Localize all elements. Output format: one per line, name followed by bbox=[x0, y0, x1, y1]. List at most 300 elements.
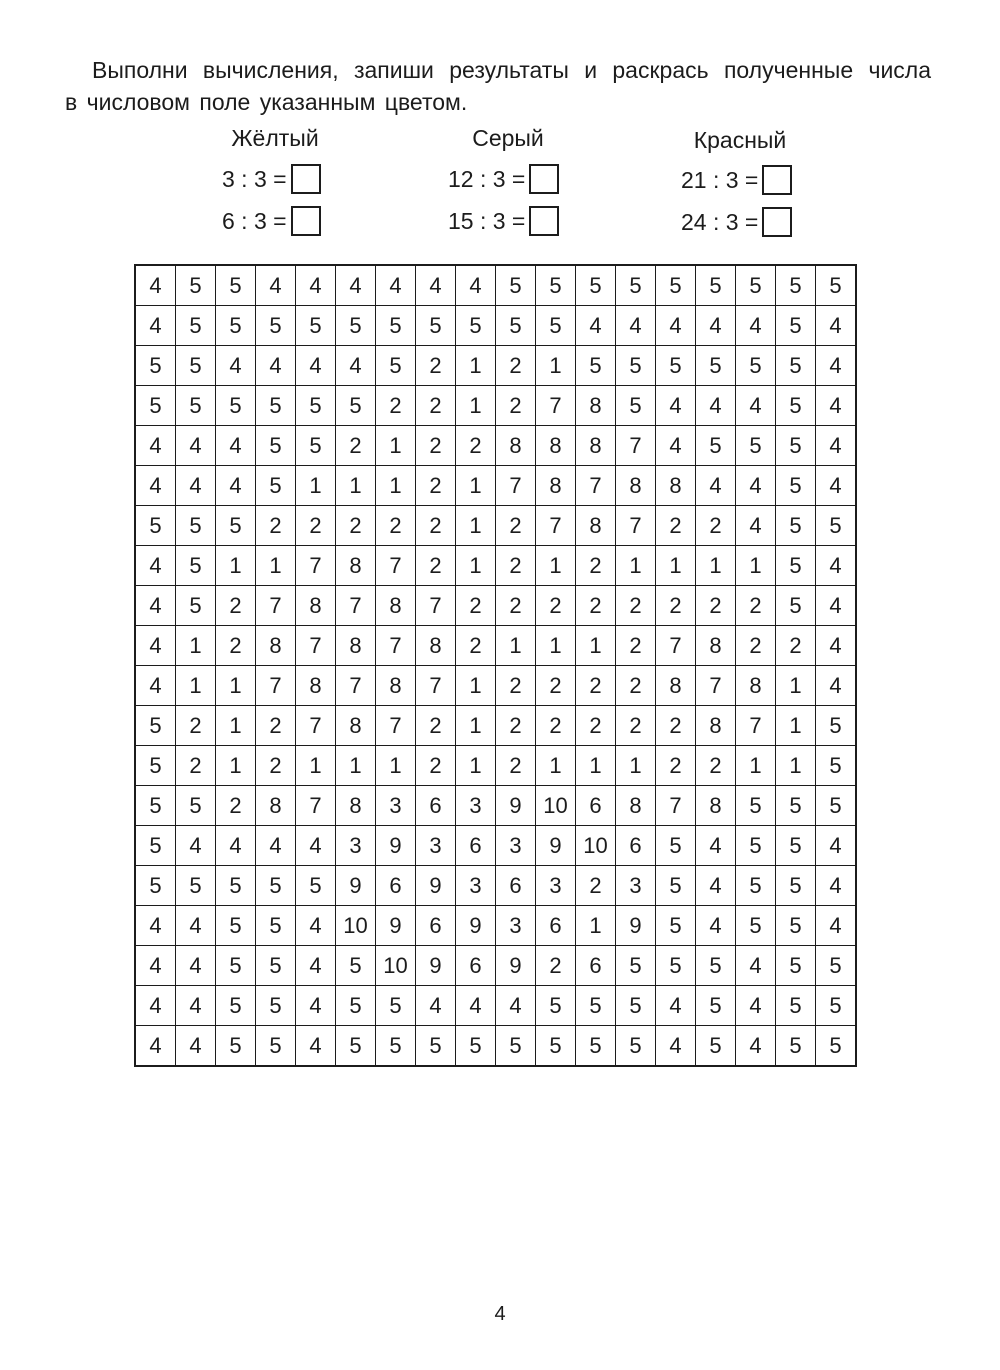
grid-cell[interactable]: 5 bbox=[696, 946, 736, 986]
grid-cell[interactable]: 5 bbox=[176, 306, 216, 346]
grid-cell[interactable]: 5 bbox=[536, 306, 576, 346]
grid-cell[interactable]: 2 bbox=[536, 706, 576, 746]
grid-cell[interactable]: 1 bbox=[376, 746, 416, 786]
grid-cell[interactable]: 4 bbox=[135, 986, 176, 1026]
grid-cell[interactable]: 4 bbox=[816, 546, 857, 586]
grid-cell[interactable]: 8 bbox=[376, 666, 416, 706]
grid-cell[interactable]: 5 bbox=[496, 1026, 536, 1067]
grid-cell[interactable]: 4 bbox=[816, 866, 857, 906]
grid-cell[interactable]: 1 bbox=[776, 706, 816, 746]
grid-cell[interactable]: 7 bbox=[376, 546, 416, 586]
grid-cell[interactable]: 4 bbox=[736, 946, 776, 986]
grid-cell[interactable]: 2 bbox=[416, 346, 456, 386]
grid-cell[interactable]: 5 bbox=[496, 265, 536, 306]
grid-cell[interactable]: 5 bbox=[776, 986, 816, 1026]
grid-cell[interactable]: 7 bbox=[616, 506, 656, 546]
grid-cell[interactable]: 5 bbox=[256, 306, 296, 346]
grid-cell[interactable]: 9 bbox=[416, 866, 456, 906]
grid-cell[interactable]: 5 bbox=[696, 986, 736, 1026]
grid-cell[interactable]: 2 bbox=[376, 506, 416, 546]
grid-cell[interactable]: 1 bbox=[456, 386, 496, 426]
grid-cell[interactable]: 5 bbox=[176, 346, 216, 386]
grid-cell[interactable]: 5 bbox=[376, 1026, 416, 1067]
grid-cell[interactable]: 1 bbox=[256, 546, 296, 586]
grid-cell[interactable]: 8 bbox=[536, 466, 576, 506]
grid-cell[interactable]: 5 bbox=[416, 306, 456, 346]
grid-cell[interactable]: 6 bbox=[376, 866, 416, 906]
grid-cell[interactable]: 5 bbox=[776, 386, 816, 426]
grid-cell[interactable]: 4 bbox=[176, 466, 216, 506]
grid-cell[interactable]: 2 bbox=[536, 666, 576, 706]
grid-cell[interactable]: 4 bbox=[456, 265, 496, 306]
grid-cell[interactable]: 4 bbox=[816, 426, 857, 466]
grid-cell[interactable]: 5 bbox=[816, 506, 857, 546]
grid-cell[interactable]: 9 bbox=[336, 866, 376, 906]
grid-cell[interactable]: 2 bbox=[456, 626, 496, 666]
grid-cell[interactable]: 7 bbox=[536, 386, 576, 426]
grid-cell[interactable]: 6 bbox=[616, 826, 656, 866]
grid-cell[interactable]: 7 bbox=[536, 506, 576, 546]
grid-cell[interactable]: 5 bbox=[696, 1026, 736, 1067]
grid-cell[interactable]: 4 bbox=[576, 306, 616, 346]
grid-cell[interactable]: 4 bbox=[656, 1026, 696, 1067]
grid-cell[interactable]: 2 bbox=[216, 786, 256, 826]
grid-cell[interactable]: 2 bbox=[416, 546, 456, 586]
grid-cell[interactable]: 1 bbox=[576, 906, 616, 946]
grid-cell[interactable]: 9 bbox=[376, 826, 416, 866]
grid-cell[interactable]: 3 bbox=[376, 786, 416, 826]
grid-cell[interactable]: 5 bbox=[616, 346, 656, 386]
grid-cell[interactable]: 1 bbox=[456, 706, 496, 746]
grid-cell[interactable]: 5 bbox=[176, 786, 216, 826]
grid-cell[interactable]: 9 bbox=[536, 826, 576, 866]
grid-cell[interactable]: 1 bbox=[456, 546, 496, 586]
grid-cell[interactable]: 4 bbox=[135, 265, 176, 306]
grid-cell[interactable]: 2 bbox=[416, 386, 456, 426]
grid-cell[interactable]: 4 bbox=[656, 426, 696, 466]
grid-cell[interactable]: 4 bbox=[216, 466, 256, 506]
grid-cell[interactable]: 5 bbox=[656, 346, 696, 386]
grid-cell[interactable]: 8 bbox=[256, 626, 296, 666]
grid-cell[interactable]: 1 bbox=[536, 546, 576, 586]
grid-cell[interactable]: 6 bbox=[576, 786, 616, 826]
grid-cell[interactable]: 5 bbox=[776, 306, 816, 346]
grid-cell[interactable]: 5 bbox=[216, 265, 256, 306]
grid-cell[interactable]: 6 bbox=[456, 826, 496, 866]
grid-cell[interactable]: 5 bbox=[416, 1026, 456, 1067]
grid-cell[interactable]: 5 bbox=[256, 866, 296, 906]
grid-cell[interactable]: 7 bbox=[656, 626, 696, 666]
grid-cell[interactable]: 2 bbox=[456, 426, 496, 466]
grid-cell[interactable]: 1 bbox=[456, 506, 496, 546]
grid-cell[interactable]: 4 bbox=[696, 306, 736, 346]
grid-cell[interactable]: 5 bbox=[616, 986, 656, 1026]
grid-cell[interactable]: 4 bbox=[816, 306, 857, 346]
grid-cell[interactable]: 5 bbox=[336, 986, 376, 1026]
grid-cell[interactable]: 4 bbox=[736, 466, 776, 506]
grid-cell[interactable]: 5 bbox=[816, 786, 857, 826]
grid-cell[interactable]: 5 bbox=[336, 306, 376, 346]
grid-cell[interactable]: 4 bbox=[336, 265, 376, 306]
grid-cell[interactable]: 5 bbox=[536, 1026, 576, 1067]
grid-cell[interactable]: 1 bbox=[456, 346, 496, 386]
grid-cell[interactable]: 2 bbox=[176, 706, 216, 746]
grid-cell[interactable]: 4 bbox=[816, 626, 857, 666]
grid-cell[interactable]: 5 bbox=[135, 386, 176, 426]
grid-cell[interactable]: 8 bbox=[576, 426, 616, 466]
grid-cell[interactable]: 3 bbox=[416, 826, 456, 866]
grid-cell[interactable]: 8 bbox=[336, 786, 376, 826]
grid-cell[interactable]: 7 bbox=[336, 666, 376, 706]
grid-cell[interactable]: 5 bbox=[216, 386, 256, 426]
grid-cell[interactable]: 5 bbox=[736, 826, 776, 866]
grid-cell[interactable]: 8 bbox=[656, 466, 696, 506]
grid-cell[interactable]: 2 bbox=[256, 706, 296, 746]
grid-cell[interactable]: 1 bbox=[736, 746, 776, 786]
grid-cell[interactable]: 4 bbox=[135, 666, 176, 706]
grid-cell[interactable]: 2 bbox=[496, 746, 536, 786]
grid-cell[interactable]: 1 bbox=[216, 706, 256, 746]
grid-cell[interactable]: 2 bbox=[576, 666, 616, 706]
grid-cell[interactable]: 5 bbox=[776, 586, 816, 626]
grid-cell[interactable]: 6 bbox=[496, 866, 536, 906]
grid-cell[interactable]: 2 bbox=[416, 706, 456, 746]
grid-cell[interactable]: 5 bbox=[336, 386, 376, 426]
grid-cell[interactable]: 5 bbox=[216, 866, 256, 906]
grid-cell[interactable]: 5 bbox=[256, 946, 296, 986]
grid-cell[interactable]: 2 bbox=[696, 506, 736, 546]
grid-cell[interactable]: 9 bbox=[376, 906, 416, 946]
grid-cell[interactable]: 5 bbox=[616, 386, 656, 426]
grid-cell[interactable]: 8 bbox=[656, 666, 696, 706]
grid-cell[interactable]: 5 bbox=[776, 265, 816, 306]
grid-cell[interactable]: 5 bbox=[256, 906, 296, 946]
grid-cell[interactable]: 2 bbox=[496, 506, 536, 546]
grid-cell[interactable]: 4 bbox=[376, 265, 416, 306]
grid-cell[interactable]: 5 bbox=[616, 1026, 656, 1067]
grid-cell[interactable]: 1 bbox=[216, 546, 256, 586]
grid-cell[interactable]: 5 bbox=[656, 826, 696, 866]
grid-cell[interactable]: 2 bbox=[616, 666, 656, 706]
grid-cell[interactable]: 1 bbox=[536, 626, 576, 666]
grid-cell[interactable]: 1 bbox=[176, 666, 216, 706]
grid-cell[interactable]: 2 bbox=[776, 626, 816, 666]
grid-cell[interactable]: 7 bbox=[696, 666, 736, 706]
grid-cell[interactable]: 2 bbox=[656, 586, 696, 626]
grid-cell[interactable]: 4 bbox=[296, 986, 336, 1026]
grid-cell[interactable]: 2 bbox=[336, 426, 376, 466]
grid-cell[interactable]: 1 bbox=[776, 666, 816, 706]
grid-cell[interactable]: 5 bbox=[656, 265, 696, 306]
grid-cell[interactable]: 4 bbox=[135, 426, 176, 466]
grid-cell[interactable]: 8 bbox=[696, 786, 736, 826]
grid-cell[interactable]: 5 bbox=[296, 426, 336, 466]
grid-cell[interactable]: 5 bbox=[776, 866, 816, 906]
grid-cell[interactable]: 5 bbox=[576, 986, 616, 1026]
grid-cell[interactable]: 5 bbox=[176, 586, 216, 626]
grid-cell[interactable]: 4 bbox=[696, 826, 736, 866]
grid-cell[interactable]: 2 bbox=[656, 506, 696, 546]
grid-cell[interactable]: 5 bbox=[776, 506, 816, 546]
grid-cell[interactable]: 6 bbox=[576, 946, 616, 986]
grid-cell[interactable]: 9 bbox=[616, 906, 656, 946]
grid-cell[interactable]: 5 bbox=[536, 265, 576, 306]
grid-cell[interactable]: 4 bbox=[296, 826, 336, 866]
grid-cell[interactable]: 4 bbox=[816, 466, 857, 506]
grid-cell[interactable]: 4 bbox=[496, 986, 536, 1026]
grid-cell[interactable]: 2 bbox=[496, 346, 536, 386]
grid-cell[interactable]: 5 bbox=[456, 1026, 496, 1067]
grid-cell[interactable]: 1 bbox=[176, 626, 216, 666]
grid-cell[interactable]: 4 bbox=[176, 1026, 216, 1067]
grid-cell[interactable]: 4 bbox=[176, 826, 216, 866]
grid-cell[interactable]: 5 bbox=[135, 786, 176, 826]
grid-cell[interactable]: 5 bbox=[456, 306, 496, 346]
grid-cell[interactable]: 2 bbox=[456, 586, 496, 626]
grid-cell[interactable]: 5 bbox=[296, 386, 336, 426]
grid-cell[interactable]: 4 bbox=[816, 586, 857, 626]
grid-cell[interactable]: 5 bbox=[656, 866, 696, 906]
grid-cell[interactable]: 5 bbox=[336, 946, 376, 986]
grid-cell[interactable]: 8 bbox=[536, 426, 576, 466]
grid-cell[interactable]: 4 bbox=[696, 866, 736, 906]
grid-cell[interactable]: 4 bbox=[336, 346, 376, 386]
grid-cell[interactable]: 5 bbox=[135, 826, 176, 866]
grid-cell[interactable]: 7 bbox=[416, 586, 456, 626]
grid-cell[interactable]: 4 bbox=[736, 306, 776, 346]
grid-cell[interactable]: 5 bbox=[216, 306, 256, 346]
grid-cell[interactable]: 6 bbox=[456, 946, 496, 986]
grid-cell[interactable]: 5 bbox=[256, 986, 296, 1026]
grid-cell[interactable]: 7 bbox=[376, 626, 416, 666]
grid-cell[interactable]: 1 bbox=[696, 546, 736, 586]
grid-cell[interactable]: 7 bbox=[496, 466, 536, 506]
grid-cell[interactable]: 5 bbox=[176, 546, 216, 586]
grid-cell[interactable]: 5 bbox=[776, 906, 816, 946]
grid-cell[interactable]: 4 bbox=[256, 826, 296, 866]
grid-cell[interactable]: 5 bbox=[816, 986, 857, 1026]
grid-cell[interactable]: 8 bbox=[616, 786, 656, 826]
grid-cell[interactable]: 4 bbox=[135, 906, 176, 946]
grid-cell[interactable]: 1 bbox=[496, 626, 536, 666]
answer-box[interactable] bbox=[529, 206, 559, 236]
grid-cell[interactable]: 1 bbox=[736, 546, 776, 586]
grid-cell[interactable]: 4 bbox=[816, 346, 857, 386]
grid-cell[interactable]: 10 bbox=[536, 786, 576, 826]
grid-cell[interactable]: 1 bbox=[656, 546, 696, 586]
grid-cell[interactable]: 4 bbox=[656, 386, 696, 426]
grid-cell[interactable]: 5 bbox=[216, 506, 256, 546]
grid-cell[interactable]: 3 bbox=[496, 826, 536, 866]
grid-cell[interactable]: 8 bbox=[696, 626, 736, 666]
grid-cell[interactable]: 5 bbox=[256, 426, 296, 466]
grid-cell[interactable]: 8 bbox=[296, 666, 336, 706]
grid-cell[interactable]: 7 bbox=[576, 466, 616, 506]
grid-cell[interactable]: 5 bbox=[256, 1026, 296, 1067]
grid-cell[interactable]: 3 bbox=[456, 786, 496, 826]
grid-cell[interactable]: 4 bbox=[216, 346, 256, 386]
grid-cell[interactable]: 7 bbox=[296, 706, 336, 746]
grid-cell[interactable]: 2 bbox=[496, 386, 536, 426]
grid-cell[interactable]: 5 bbox=[536, 986, 576, 1026]
grid-cell[interactable]: 5 bbox=[296, 306, 336, 346]
grid-cell[interactable]: 5 bbox=[616, 265, 656, 306]
grid-cell[interactable]: 5 bbox=[256, 386, 296, 426]
grid-cell[interactable]: 4 bbox=[256, 346, 296, 386]
answer-box[interactable] bbox=[291, 164, 321, 194]
grid-cell[interactable]: 8 bbox=[696, 706, 736, 746]
grid-cell[interactable]: 1 bbox=[776, 746, 816, 786]
grid-cell[interactable]: 1 bbox=[296, 466, 336, 506]
answer-box[interactable] bbox=[529, 164, 559, 194]
grid-cell[interactable]: 5 bbox=[135, 746, 176, 786]
grid-cell[interactable]: 2 bbox=[576, 706, 616, 746]
grid-cell[interactable]: 9 bbox=[416, 946, 456, 986]
grid-cell[interactable]: 2 bbox=[496, 546, 536, 586]
grid-cell[interactable]: 5 bbox=[376, 346, 416, 386]
grid-cell[interactable]: 4 bbox=[256, 265, 296, 306]
grid-cell[interactable]: 7 bbox=[616, 426, 656, 466]
grid-cell[interactable]: 2 bbox=[296, 506, 336, 546]
grid-cell[interactable]: 2 bbox=[416, 426, 456, 466]
grid-cell[interactable]: 5 bbox=[496, 306, 536, 346]
grid-cell[interactable]: 4 bbox=[176, 946, 216, 986]
grid-cell[interactable]: 1 bbox=[456, 746, 496, 786]
grid-cell[interactable]: 3 bbox=[616, 866, 656, 906]
grid-cell[interactable]: 4 bbox=[296, 946, 336, 986]
grid-cell[interactable]: 5 bbox=[296, 866, 336, 906]
grid-cell[interactable]: 4 bbox=[736, 986, 776, 1026]
grid-cell[interactable]: 4 bbox=[296, 265, 336, 306]
grid-cell[interactable]: 3 bbox=[336, 826, 376, 866]
grid-cell[interactable]: 6 bbox=[536, 906, 576, 946]
grid-cell[interactable]: 4 bbox=[816, 666, 857, 706]
grid-cell[interactable]: 5 bbox=[736, 346, 776, 386]
grid-cell[interactable]: 2 bbox=[656, 746, 696, 786]
grid-cell[interactable]: 5 bbox=[616, 946, 656, 986]
grid-cell[interactable]: 8 bbox=[416, 626, 456, 666]
grid-cell[interactable]: 5 bbox=[696, 265, 736, 306]
grid-cell[interactable]: 4 bbox=[816, 386, 857, 426]
grid-cell[interactable]: 4 bbox=[176, 426, 216, 466]
grid-cell[interactable]: 7 bbox=[256, 586, 296, 626]
grid-cell[interactable]: 5 bbox=[776, 546, 816, 586]
answer-box[interactable] bbox=[762, 207, 792, 237]
grid-cell[interactable]: 5 bbox=[376, 986, 416, 1026]
grid-cell[interactable]: 5 bbox=[656, 946, 696, 986]
grid-cell[interactable]: 9 bbox=[496, 786, 536, 826]
grid-cell[interactable]: 8 bbox=[576, 506, 616, 546]
grid-cell[interactable]: 5 bbox=[776, 466, 816, 506]
grid-cell[interactable]: 8 bbox=[336, 626, 376, 666]
grid-cell[interactable]: 5 bbox=[176, 506, 216, 546]
grid-cell[interactable]: 2 bbox=[336, 506, 376, 546]
grid-cell[interactable]: 4 bbox=[135, 626, 176, 666]
grid-cell[interactable]: 5 bbox=[696, 426, 736, 466]
grid-cell[interactable]: 4 bbox=[296, 346, 336, 386]
grid-cell[interactable]: 6 bbox=[416, 906, 456, 946]
grid-cell[interactable]: 5 bbox=[776, 346, 816, 386]
grid-cell[interactable]: 4 bbox=[736, 386, 776, 426]
grid-cell[interactable]: 1 bbox=[336, 746, 376, 786]
grid-cell[interactable]: 5 bbox=[256, 466, 296, 506]
grid-cell[interactable]: 2 bbox=[216, 626, 256, 666]
grid-cell[interactable]: 5 bbox=[816, 706, 857, 746]
grid-cell[interactable]: 2 bbox=[576, 546, 616, 586]
grid-cell[interactable]: 3 bbox=[456, 866, 496, 906]
grid-cell[interactable]: 4 bbox=[135, 466, 176, 506]
grid-cell[interactable]: 2 bbox=[736, 626, 776, 666]
grid-cell[interactable]: 5 bbox=[576, 265, 616, 306]
grid-cell[interactable]: 5 bbox=[696, 346, 736, 386]
grid-cell[interactable]: 4 bbox=[216, 826, 256, 866]
grid-cell[interactable]: 4 bbox=[176, 906, 216, 946]
grid-cell[interactable]: 1 bbox=[216, 746, 256, 786]
grid-cell[interactable]: 5 bbox=[736, 265, 776, 306]
grid-cell[interactable]: 4 bbox=[656, 306, 696, 346]
grid-cell[interactable]: 3 bbox=[536, 866, 576, 906]
grid-cell[interactable]: 1 bbox=[296, 746, 336, 786]
grid-cell[interactable]: 5 bbox=[816, 265, 857, 306]
grid-cell[interactable]: 8 bbox=[336, 706, 376, 746]
grid-cell[interactable]: 5 bbox=[176, 866, 216, 906]
grid-cell[interactable]: 5 bbox=[216, 1026, 256, 1067]
grid-cell[interactable]: 4 bbox=[416, 265, 456, 306]
grid-cell[interactable]: 7 bbox=[656, 786, 696, 826]
grid-cell[interactable]: 4 bbox=[456, 986, 496, 1026]
grid-cell[interactable]: 2 bbox=[536, 586, 576, 626]
grid-cell[interactable]: 5 bbox=[776, 426, 816, 466]
grid-cell[interactable]: 4 bbox=[135, 306, 176, 346]
grid-cell[interactable]: 1 bbox=[216, 666, 256, 706]
grid-cell[interactable]: 5 bbox=[576, 1026, 616, 1067]
grid-cell[interactable]: 2 bbox=[576, 866, 616, 906]
grid-cell[interactable]: 2 bbox=[496, 666, 536, 706]
grid-cell[interactable]: 5 bbox=[776, 946, 816, 986]
grid-cell[interactable]: 1 bbox=[616, 546, 656, 586]
grid-cell[interactable]: 5 bbox=[776, 826, 816, 866]
grid-cell[interactable]: 2 bbox=[576, 586, 616, 626]
grid-cell[interactable]: 5 bbox=[776, 1026, 816, 1067]
grid-cell[interactable]: 8 bbox=[256, 786, 296, 826]
grid-cell[interactable]: 5 bbox=[216, 946, 256, 986]
grid-cell[interactable]: 2 bbox=[256, 506, 296, 546]
answer-box[interactable] bbox=[762, 165, 792, 195]
grid-cell[interactable]: 1 bbox=[456, 666, 496, 706]
grid-cell[interactable]: 7 bbox=[736, 706, 776, 746]
grid-cell[interactable]: 7 bbox=[256, 666, 296, 706]
grid-cell[interactable]: 5 bbox=[135, 706, 176, 746]
grid-cell[interactable]: 8 bbox=[376, 586, 416, 626]
grid-cell[interactable]: 5 bbox=[736, 426, 776, 466]
grid-cell[interactable]: 9 bbox=[496, 946, 536, 986]
grid-cell[interactable]: 4 bbox=[696, 386, 736, 426]
grid-cell[interactable]: 6 bbox=[416, 786, 456, 826]
grid-cell[interactable]: 5 bbox=[216, 906, 256, 946]
grid-cell[interactable]: 1 bbox=[576, 626, 616, 666]
grid-cell[interactable]: 5 bbox=[336, 1026, 376, 1067]
grid-cell[interactable]: 4 bbox=[216, 426, 256, 466]
grid-cell[interactable]: 2 bbox=[416, 466, 456, 506]
grid-cell[interactable]: 1 bbox=[536, 346, 576, 386]
grid-cell[interactable]: 5 bbox=[816, 946, 857, 986]
grid-cell[interactable]: 5 bbox=[576, 346, 616, 386]
grid-cell[interactable]: 4 bbox=[135, 946, 176, 986]
grid-cell[interactable]: 2 bbox=[176, 746, 216, 786]
grid-cell[interactable]: 1 bbox=[376, 426, 416, 466]
grid-cell[interactable]: 5 bbox=[736, 786, 776, 826]
grid-cell[interactable]: 4 bbox=[656, 986, 696, 1026]
